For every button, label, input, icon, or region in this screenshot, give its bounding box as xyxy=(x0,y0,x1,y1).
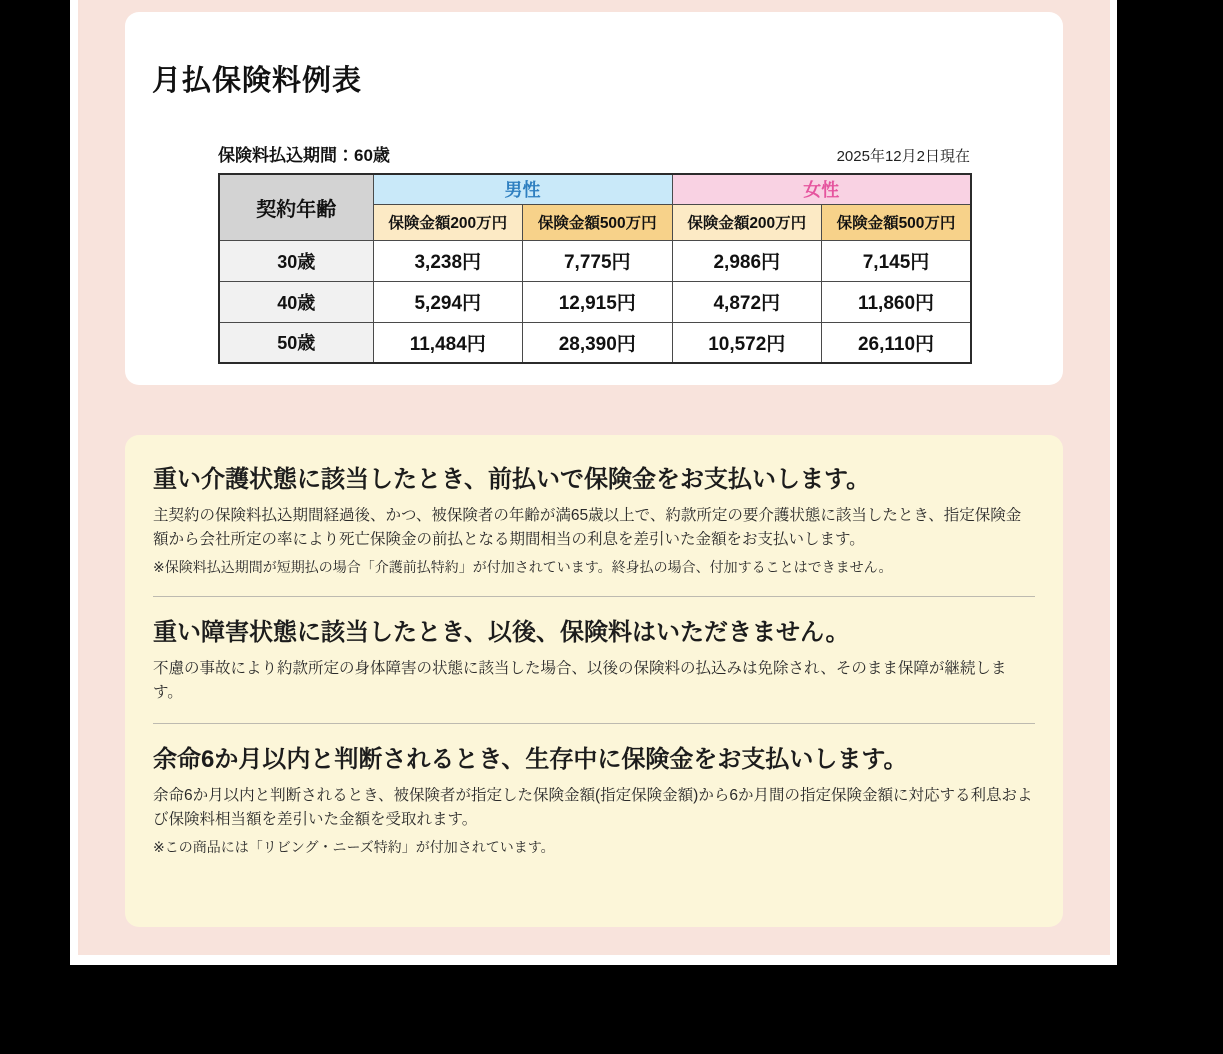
amount-header: 保険金額500万円 xyxy=(523,204,673,240)
payment-period-label: 保険料払込期間：60歳 xyxy=(218,146,390,165)
pink-section xyxy=(78,0,1110,955)
table-row xyxy=(219,322,971,363)
section-heading: 重い障害状態に該当したとき、以後、保険料はいただきません。 xyxy=(153,619,850,647)
premium-cell: 2,986円 xyxy=(672,240,822,281)
section-heading: 余命6か月以内と判断されるとき、生存中に保険金をお支払いします。 xyxy=(153,746,908,774)
table-area xyxy=(218,141,970,364)
amount-header: 保険金額200万円 xyxy=(672,204,822,240)
age-cell: 40歳 xyxy=(219,281,373,322)
male-header: 男性 xyxy=(373,174,672,204)
age-cell: 30歳 xyxy=(219,240,373,281)
premium-cell: 28,390円 xyxy=(523,322,673,363)
premium-table xyxy=(218,173,972,364)
premium-cell: 4,872円 xyxy=(672,281,822,322)
premium-card xyxy=(125,12,1063,385)
benefit-section-nursing-care xyxy=(153,465,1035,578)
age-cell: 50歳 xyxy=(219,322,373,363)
premium-cell: 7,775円 xyxy=(523,240,673,281)
section-body: 余命6か月以内と判断されるとき、被保険者が指定した保険金額(指定保険金額)から6か月間の指定保険金額に対応する利息および保険料相当額を差引いた金額を受取れます。 xyxy=(153,787,1033,829)
premium-cell: 26,110円 xyxy=(822,322,972,363)
premium-cell: 11,484円 xyxy=(373,322,523,363)
page xyxy=(70,0,1117,965)
section-body: 主契約の保険料払込期間経過後、かつ、被保険者の年齢が満65歳以上で、約款所定の要介護状態に該当したとき、指定保険金額から会社所定の率により死亡保険金の前払となる期間相当の利息を差引いた金額をお支払いします。 xyxy=(153,507,1022,549)
premium-cell: 3,238円 xyxy=(373,240,523,281)
section-divider xyxy=(153,723,1035,724)
amount-header: 保険金額500万円 xyxy=(822,204,972,240)
section-note: ※この商品には「リビング・ニーズ特約」が付加されています。 xyxy=(153,839,555,856)
section-note: ※保険料払込期間が短期払の場合「介護前払特約」が付加されています。終身払の場合、付加することはできません。 xyxy=(153,559,893,576)
premium-cell: 5,294円 xyxy=(373,281,523,322)
benefit-section-disability xyxy=(153,618,1035,705)
table-row xyxy=(219,240,971,281)
benefit-section-living-needs xyxy=(153,745,1035,858)
female-header: 女性 xyxy=(672,174,971,204)
amount-header: 保険金額200万円 xyxy=(373,204,523,240)
page-title: 月払保険料例表 xyxy=(152,65,363,97)
premium-cell: 10,572円 xyxy=(672,322,822,363)
premium-cell: 11,860円 xyxy=(822,281,972,322)
premium-cell: 7,145円 xyxy=(822,240,972,281)
table-row xyxy=(219,281,971,322)
premium-cell: 12,915円 xyxy=(523,281,673,322)
section-divider xyxy=(153,596,1035,597)
section-heading: 重い介護状態に該当したとき、前払いで保険金をお支払いします。 xyxy=(153,466,871,493)
section-body: 不慮の事故により約款所定の身体障害の状態に該当した場合、以後の保険料の払込みは免除され、そのまま保障が継続します。 xyxy=(153,660,1007,702)
corner-header: 契約年齢 xyxy=(219,174,373,240)
as-of-date: 2025年12月2日現在 xyxy=(836,148,970,165)
table-meta xyxy=(218,141,970,166)
benefits-card xyxy=(125,435,1063,927)
